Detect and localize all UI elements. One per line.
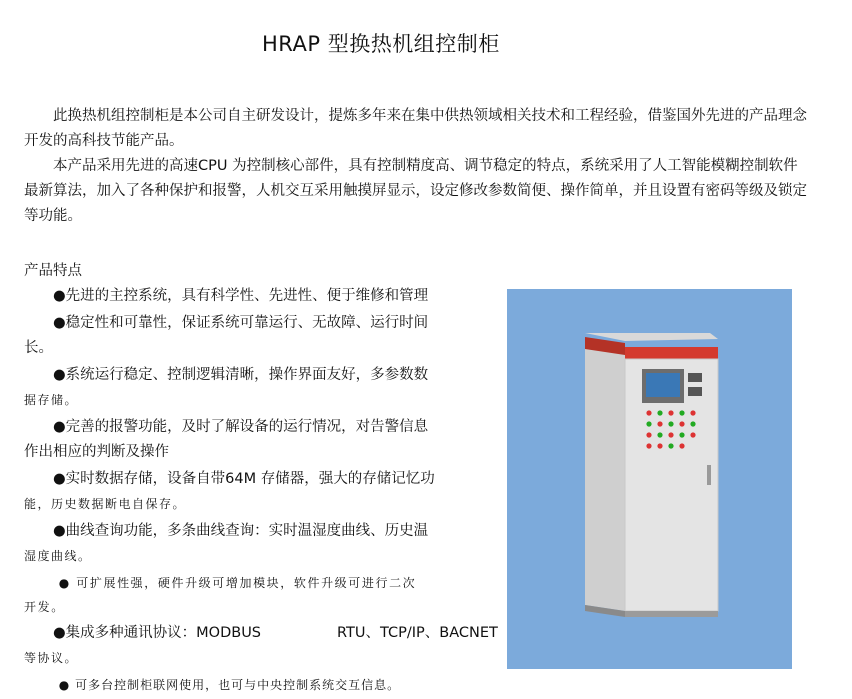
control-cabinet-illustration <box>507 289 792 669</box>
intro-paragraph-1: 此换热机组控制柜是本公司自主研发设计，提炼多年来在集中供热领域相关技术和工程经验，借鉴国外先进的产品理念开发的高科技节能产品。 <box>24 108 807 149</box>
feature-text: ●先进的主控系统，具有科学性、先进性、便于维修和管理 <box>53 288 429 304</box>
feature-item <box>24 621 498 671</box>
door-handle <box>707 465 711 485</box>
feature-text: ●实时数据存储，设备自带64M 存储器，强大的存储记忆功 <box>53 471 435 487</box>
feature-text: ●完善的报警功能，及时了解设备的运行情况，对告警信息 <box>53 419 429 435</box>
feature-text-part: RTU、TCP/IP、BACNET <box>337 625 498 641</box>
feature-text <box>24 621 498 646</box>
cabinet-base <box>625 611 718 617</box>
feature-text: ● 可扩展性强，硬件升级可增加模块，软件升级可进行二次 <box>58 576 417 590</box>
feature-text-part: ●集成多种通讯协议：MODBUS <box>53 625 262 641</box>
features-list <box>24 284 498 699</box>
feature-text-continued: 开发。 <box>24 600 65 614</box>
feature-item <box>24 311 492 361</box>
intro-section <box>24 104 810 229</box>
cabinet-top-band <box>625 347 718 359</box>
feature-item <box>24 415 492 465</box>
gauge-indicator <box>688 373 702 382</box>
feature-item <box>24 519 492 569</box>
feature-item <box>24 467 492 517</box>
feature-text-continued: 能，历史数据断电自保存。 <box>24 497 187 511</box>
feature-text: ● 可多台控制柜联网使用，也可与中央控制系统交互信息。 <box>58 678 401 692</box>
feature-text-continued: 据存储。 <box>24 393 79 407</box>
feature-item <box>24 363 492 413</box>
feature-text: ●曲线查询功能，多条曲线查询：实时温湿度曲线、历史温 <box>53 523 429 539</box>
features-heading: 产品特点 <box>24 263 82 279</box>
intro-paragraph-2: 本产品采用先进的高速CPU 为控制核心部件，具有控制精度高、调节稳定的特点，系统采用了人工智能模糊控制软件最新算法，加入了各种保护和报警，人机交互采用触摸屏显示，设定修改参数简便、操作简单，并且设置有密码等级及锁定等功能。 <box>24 158 807 224</box>
cabinet-side-panel <box>585 341 625 611</box>
feature-text-continued: 长。 <box>24 340 53 356</box>
page-title: HRAP 型换热机组控制柜 <box>262 32 500 56</box>
feature-text-continued: 作出相应的判断及操作 <box>24 444 169 460</box>
feature-text-continued: 等协议。 <box>24 651 79 665</box>
cabinet-top-cap <box>585 333 718 341</box>
touch-screen <box>646 373 680 397</box>
feature-text: ●稳定性和可靠性，保证系统可靠运行、无故障、运行时间 <box>53 315 429 331</box>
feature-text-continued: 湿度曲线。 <box>24 549 92 563</box>
feature-item <box>24 673 492 697</box>
feature-item <box>24 571 492 619</box>
feature-text: ●系统运行稳定、控制逻辑清晰，操作界面友好，多参数数 <box>53 367 429 383</box>
gauge-indicator <box>688 387 702 396</box>
product-photo <box>507 289 792 669</box>
feature-item <box>24 284 492 309</box>
